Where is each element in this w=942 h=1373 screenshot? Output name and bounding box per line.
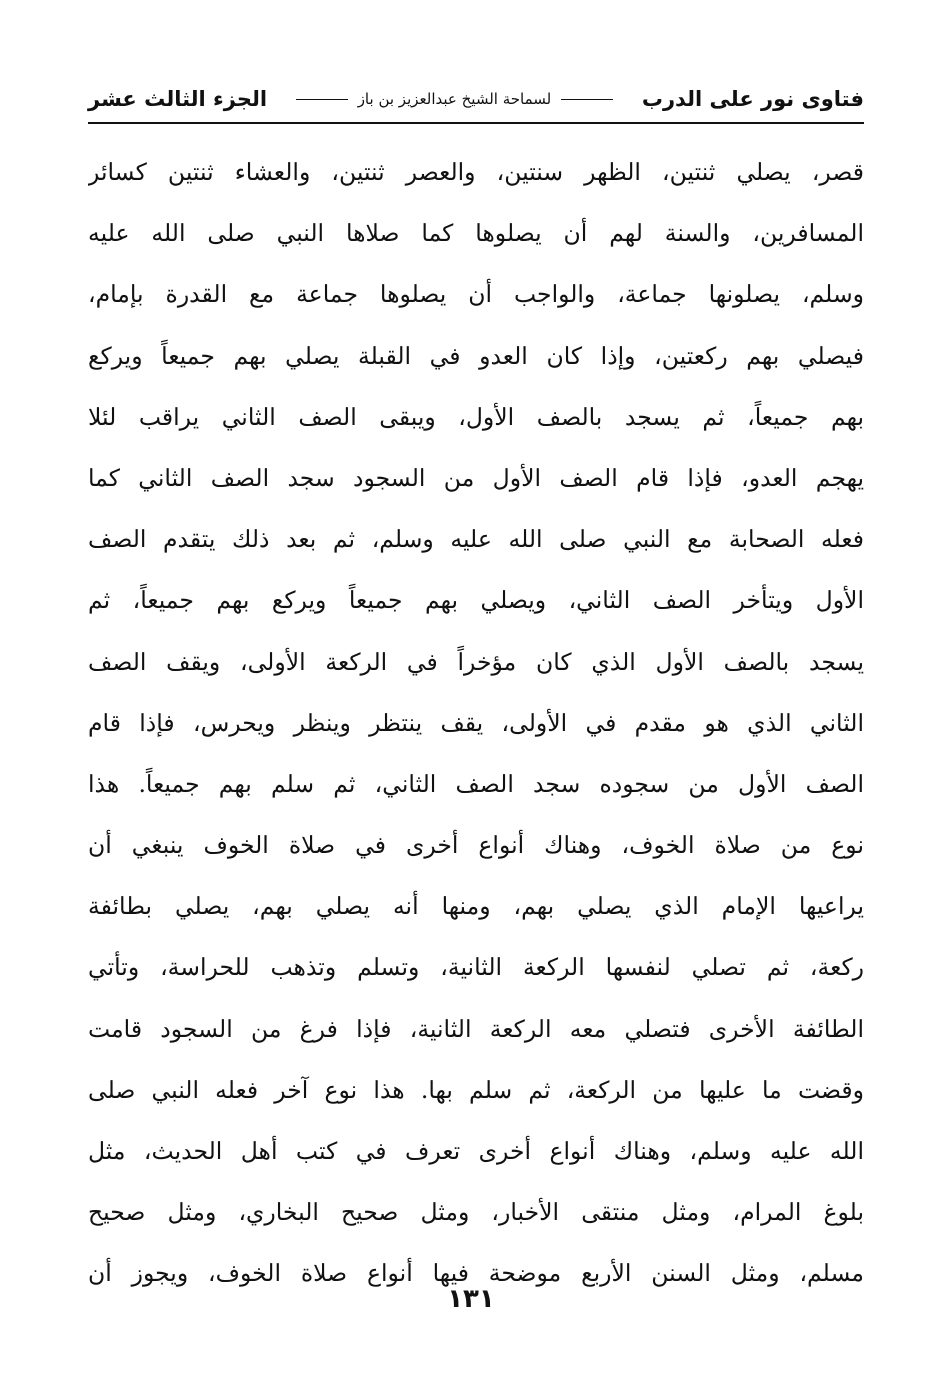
volume-title: الجزء الثالث عشر xyxy=(88,87,268,111)
text-line: الله عليه وسلم، وهناك أنواع أخرى تعرف في كتب أهل الحديث، مثل xyxy=(88,1137,864,1165)
text-line: نوع من صلاة الخوف، وهناك أنواع أخرى في صلاة الخوف ينبغي أن xyxy=(88,831,864,860)
text-line: فيصلي بهم ركعتين، وإذا كان العدو في القبلة يصلي بهم جميعاً ويركع xyxy=(88,341,864,370)
page-number: ١٣١ xyxy=(447,1284,495,1314)
text-line: المسافرين، والسنة لهم أن يصلوها كما صلاها النبي صلى الله عليه xyxy=(88,219,864,248)
text-line: مسلم، ومثل السنن الأربع موضحة فيها أنواع صلاة الخوف، ويجوز أن xyxy=(88,1259,864,1288)
text-line: الصف الأول من سجوده سجد الصف الثاني، ثم سلم بهم جميعاً. هذا xyxy=(88,769,864,798)
text-line: الثاني الذي هو مقدم في الأولى، يقف ينتظر وينظر ويحرس، فإذا قام xyxy=(88,708,864,737)
text-line: يهجم العدو، فإذا قام الصف الأول من السجود سجد الصف الثاني كما xyxy=(88,463,864,492)
header-author-group xyxy=(267,90,642,108)
header-divider xyxy=(88,122,864,124)
text-line: فعله الصحابة مع النبي صلى الله عليه وسلم، ثم بعد ذلك يتقدم الصف xyxy=(88,525,864,554)
text-line: ركعة، ثم تصلي لنفسها الركعة الثانية، وتسلم وتذهب للحراسة، وتأتي xyxy=(88,953,864,982)
text-line: وسلم، يصلونها جماعة، والواجب أن يصلوها جماعة مع القدرة بإمام، xyxy=(88,280,864,309)
text-line: وقضت ما عليها من الركعة، ثم سلم بها. هذا نوع آخر فعله النبي صلى xyxy=(88,1075,864,1104)
text-line: قصر، يصلي ثنتين، الظهر سنتين، والعصر ثنتين، والعشاء ثنتين كسائر xyxy=(88,158,864,186)
book-title: فتاوى نور على الدرب xyxy=(641,87,864,111)
body-text xyxy=(88,142,864,1305)
header-rule-right xyxy=(296,99,348,100)
text-line: الأول ويتأخر الصف الثاني، ويصلي بهم جميعاً ويركع بهم جميعاً، ثم xyxy=(88,586,864,615)
running-header xyxy=(88,82,864,116)
author-name: لسماحة الشيخ عبدالعزيز بن باز xyxy=(357,90,552,108)
text-line: الطائفة الأخرى فتصلي معه الركعة الثانية، فإذا فرغ من السجود قامت xyxy=(88,1014,864,1043)
text-line: يسجد بالصف الأول الذي كان مؤخراً في الركعة الأولى، ويقف الصف xyxy=(88,647,864,676)
text-line: بهم جميعاً، ثم يسجد بالصف الأول، ويبقى الصف الثاني يراقب لئلا xyxy=(88,402,864,431)
text-line: بلوغ المرام، ومثل منتقى الأخبار، ومثل صحيح البخاري، ومثل صحيح xyxy=(88,1198,864,1227)
text-line: يراعيها الإمام الذي يصلي بهم، ومنها أنه يصلي بهم، يصلي بطائفة xyxy=(88,892,864,921)
header-rule-left xyxy=(561,99,613,100)
